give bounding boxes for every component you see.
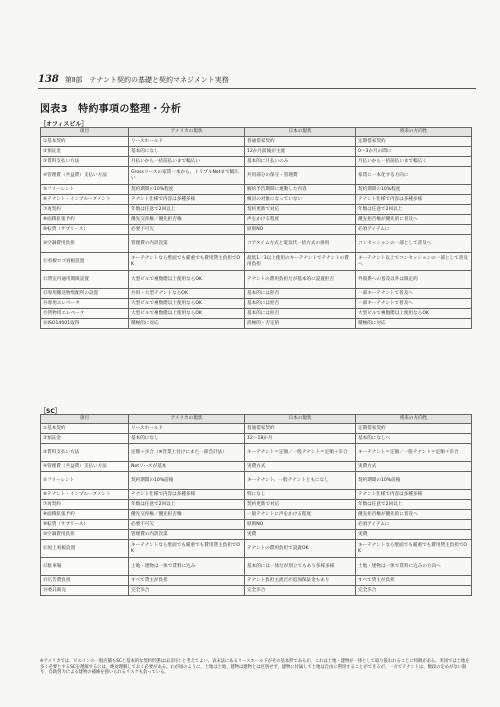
japan-cell: テナントの費用負担で設置OK (245, 540, 356, 558)
us-cell: 基本的になし (129, 434, 245, 444)
japan-cell: 普通借家契約 (245, 137, 356, 147)
japan-cell: 最低1／3以上使用のキーテナントでテナントの費用負担 (245, 253, 356, 271)
item-cell: ⑭専用エレベータ (41, 299, 129, 309)
us-cell: 大型ビルで複数階以上使用ならOK (129, 271, 245, 289)
us-cell: 共用・大型テナントならOK (129, 289, 245, 299)
item-cell: ⑤フリーレント (41, 185, 129, 195)
table-row (41, 195, 472, 205)
table-row (41, 225, 472, 235)
japan-cell: 基本的には拒否 (245, 309, 356, 319)
future-cell: 優先拒否権が優先的に普及へ (356, 510, 472, 520)
table-row (41, 235, 472, 253)
item-cell: ⑦再契約 (41, 500, 129, 510)
item-cell: ⑭委託販売 (41, 586, 129, 596)
us-cell: Netリースが基本 (129, 462, 245, 472)
us-cell: 管理費の内訳次第 (129, 530, 245, 540)
table-row (41, 185, 472, 195)
japan-cell: 基本的には拒否 (245, 299, 356, 309)
japan-cell: 原則NO (245, 520, 356, 530)
future-cell: 一部キーテナントで普及へ (356, 299, 472, 309)
table-row (41, 299, 472, 309)
future-cell: 基本的になしへ (356, 434, 472, 444)
future-cell: 必須アイテムに (356, 520, 472, 530)
office-header-row (41, 128, 472, 137)
japan-cell: テナントの費用負担だが基本的に設置拒否 (245, 271, 356, 289)
us-cell: リースホールド (129, 137, 245, 147)
japan-cell: 声をかける程度 (245, 215, 356, 225)
us-cell: 優先交渉権／優先拒否権 (129, 510, 245, 520)
future-cell: 一部キーテナントで普及へ (356, 289, 472, 299)
japan-cell: 特になし (245, 490, 356, 500)
item-cell: ⑫貸室内通用期限設置 (41, 271, 129, 289)
running-header (38, 74, 476, 89)
us-cell: 大型ビルで複数階以上使用ならOK (129, 309, 245, 319)
table-row (41, 510, 472, 520)
us-cell: テナント仕様で内容は多種多様 (129, 195, 245, 205)
table-row (41, 472, 472, 490)
japan-cell: 基本的には拒否 (245, 289, 356, 299)
us-cell: キーテナントなら壁面でも厳重でも費用貸主負担でOK (129, 253, 245, 271)
future-cell: 年数は任意で2回以上 (356, 205, 472, 215)
future-cell: キーテナントなら壁面でも厳重でも費用貸主負担でOK (356, 540, 472, 558)
us-cell: 完全歩合 (129, 586, 245, 596)
us-cell: リースホールド (129, 424, 245, 434)
header-title: テナント契約の基礎と契約マネジメント実務 (89, 76, 229, 84)
col-header-japan: 日本の現状 (245, 415, 356, 424)
us-cell: 月払いから一括前払いまで幅広い (129, 157, 245, 167)
us-cell: キーテナントなら壁面でも厳重でも費用貸主負担でOK (129, 540, 245, 558)
table-row (41, 434, 472, 444)
japan-cell: 解約予告期間に連動した内容 (245, 185, 356, 195)
table-row (41, 215, 472, 225)
japan-cell: 共用部分の保守・管理費 (245, 167, 356, 185)
item-cell: ⑨転貸（サブリース） (41, 520, 129, 530)
item-cell: ⑨転貸（サブリース） (41, 225, 129, 235)
col-header-item: 項目 (41, 128, 129, 137)
item-cell: ⑦再契約 (41, 205, 129, 215)
item-cell: ①基本契約 (41, 137, 129, 147)
office-table (40, 127, 472, 329)
item-cell: ⑧面積拡張予約 (41, 510, 129, 520)
us-cell: テナント仕様で内容は多種多様 (129, 490, 245, 500)
future-cell: 月払いから一括前払いまで幅広く (356, 157, 472, 167)
table-row (41, 424, 472, 434)
us-cell: Grossリースの家賃一本から、トリプルNetまで幅広い (129, 167, 245, 185)
table-row (41, 205, 472, 215)
col-header-future: 将来の方向性 (356, 128, 472, 137)
table-row (41, 500, 472, 510)
table-row (41, 147, 472, 157)
item-cell: ①基本契約 (41, 424, 129, 434)
japan-cell: 契約更新で対応 (245, 500, 356, 510)
sc-table (40, 414, 472, 596)
col-header-future: 将来の方向性 (356, 415, 472, 424)
us-cell: 年数は任意で2回以上 (129, 205, 245, 215)
item-cell: ④管理費（共益費）支払い方法 (41, 462, 129, 472)
future-cell: 積極的に対応 (356, 319, 472, 329)
col-header-us: アメリカの現状 (129, 128, 245, 137)
future-cell: コンセッションの一部として普及へ (356, 235, 472, 253)
us-cell: 基本的になし (129, 147, 245, 157)
item-cell: ⑬専用搬送物集配所の設置 (41, 289, 129, 299)
item-cell: ⑮貨物用エレベータ (41, 309, 129, 319)
table-row (41, 530, 472, 540)
future-cell: 優先拒否権が優先的に普及へ (356, 215, 472, 225)
item-cell: ⑩空調費用負担 (41, 235, 129, 253)
us-cell: 大型ビルで複数階以上使用ならOK (129, 299, 245, 309)
page-number: 138 (38, 74, 59, 85)
future-cell: 定期借家契約 (356, 424, 472, 434)
us-cell: 年数は任意で2回以上 (129, 500, 245, 510)
us-cell: 必要不可欠 (129, 520, 245, 530)
item-cell: ⑪看板ロゴ看板設置 (41, 253, 129, 271)
sc-header-row (41, 415, 472, 424)
us-cell: 契約期間の10%前後 (129, 472, 245, 490)
japan-cell: 消極的・否定的 (245, 319, 356, 329)
future-cell: 定期借家契約 (356, 137, 472, 147)
future-cell: 契約期間の10%前後 (356, 472, 472, 490)
japan-cell: コアタイム方式と電気代一括方式の併用 (245, 235, 356, 253)
japan-cell: 普通借家契約 (245, 424, 356, 434)
table-row (41, 137, 472, 147)
japan-cell: 基本的に月払いのみ (245, 157, 356, 167)
table-row (41, 289, 472, 299)
future-cell: 土地・建物は一体で賃料に込みの方向へ (356, 558, 472, 576)
japan-cell: 契約更新で対応 (245, 205, 356, 215)
us-cell: 管理費の内訳次第 (129, 235, 245, 253)
col-header-us: アメリカの現状 (129, 415, 245, 424)
us-cell: 積極的に対応 (129, 319, 245, 329)
japan-cell: 12〜18か月 (245, 434, 356, 444)
figure-title: 図表3 特約事項の整理・分析 (40, 104, 182, 115)
part-label: 第Ⅱ部 (64, 76, 83, 84)
future-cell: 契約期間の10%程度 (356, 185, 472, 195)
future-cell: 外資系への普及以外は限定的 (356, 271, 472, 289)
japan-cell: 原則NO (245, 225, 356, 235)
japan-cell: テナント負担主流だが追加保証金もあり (245, 576, 356, 586)
item-cell: ③賃料支払い方法 (41, 157, 129, 167)
us-cell: 定額＋歩合（※営業上付けにまた一部会計法） (129, 444, 245, 462)
future-cell: 家賃に一本化する方向に (356, 167, 472, 185)
item-cell: ⑥テナント・インプルーブメント (41, 490, 129, 500)
item-cell: ④管理費（共益費）支払い方法 (41, 167, 129, 185)
item-cell: ③賃料支払い方法 (41, 444, 129, 462)
japan-cell: キーテナント＝定額／一般テナント＝定額＋歩合 (245, 444, 356, 462)
future-cell: 実費方式 (356, 462, 472, 472)
us-cell: 土地・建物は一体で賃料に込み (129, 558, 245, 576)
us-cell: 必要不可欠 (129, 225, 245, 235)
table-row (41, 558, 472, 576)
item-cell: ⑯ISO14001取得 (41, 319, 129, 329)
table-row (41, 157, 472, 167)
future-cell: テナント仕様で内容は多種多様 (356, 490, 472, 500)
japan-cell: 実費 (245, 530, 356, 540)
future-cell: 必須アイテムに (356, 225, 472, 235)
future-cell: 大型ビルで複数階以上使用ならOK (356, 309, 472, 319)
item-cell: ⑬広告費負担 (41, 576, 129, 586)
future-cell: 年数は任意で2回以上 (356, 500, 472, 510)
table-row (41, 462, 472, 472)
japan-cell: 実費方式 (245, 462, 356, 472)
japan-cell: 基本的には一体だが別立てもあり多様多様 (245, 558, 356, 576)
table-row (41, 540, 472, 558)
table-row (41, 586, 472, 596)
item-cell: ⑩空調費用負担 (41, 530, 129, 540)
col-header-item: 項目 (41, 415, 129, 424)
sc-section-label: ［SC］ (40, 408, 61, 415)
office-section-label: ［オフィスビル］ (40, 121, 88, 128)
table-row (41, 490, 472, 500)
future-cell: テナント仕様で内容は多種多様 (356, 195, 472, 205)
japan-cell: 12か月前後が主流 (245, 147, 356, 157)
footnote: ※アメリカでは、ビルインの一般店舗もSCと基本的な契約形態はほぼ同じと考えてよい。表末法にあるリースホールドがその基本形であるが、これは土地・建物が一体として取り扱われることに特徴がある。米国では土地を多く必要とするSCを理解するには、絶対理解しておく必要がある。わが国のように、土地は土地、建物は建物とは区別せず、建物に付属して土地は自由に利用することができるが、一方でテナントは、数段の定めがない限り、自助努力による建物の補修を強いられるリスクも負っている。 (40, 659, 470, 675)
japan-cell: 一般テナントに声をかける程度 (245, 510, 356, 520)
future-cell: 実費 (356, 530, 472, 540)
future-cell: すべて貸主が負担 (356, 576, 472, 586)
table-row (41, 576, 472, 586)
us-cell: すべて貸主が負担 (129, 576, 245, 586)
future-cell: キーテナント以上でコンセッションの一部として普及へ (356, 253, 472, 271)
japan-cell: 検討の対象になっていない (245, 195, 356, 205)
table-row (41, 319, 472, 329)
future-cell: 完全歩合 (356, 586, 472, 596)
table-row (41, 309, 472, 319)
us-cell: 優先交渉権／優先拒否権 (129, 215, 245, 225)
us-cell: 契約期間の10%程度 (129, 185, 245, 195)
future-cell: 0〜3か月の間に (356, 147, 472, 157)
table-row (41, 444, 472, 462)
item-cell: ⑥テナント・インプルーブメント (41, 195, 129, 205)
future-cell: キーテナント＝定額／一般テナント＝定額＋歩合 (356, 444, 472, 462)
item-cell: ②預託金 (41, 147, 129, 157)
item-cell: ⑪屋上看板設置 (41, 540, 129, 558)
table-row (41, 167, 472, 185)
table-row (41, 520, 472, 530)
item-cell: ②預託金 (41, 434, 129, 444)
japan-cell: キーテナント、一般テナントともになし (245, 472, 356, 490)
table-row (41, 253, 472, 271)
item-cell: ⑤フリーレント (41, 472, 129, 490)
item-cell: ⑫駐車場 (41, 558, 129, 576)
col-header-japan: 日本の現状 (245, 128, 356, 137)
item-cell: ⑧面積拡張予約 (41, 215, 129, 225)
table-row (41, 271, 472, 289)
japan-cell: 完全歩合 (245, 586, 356, 596)
